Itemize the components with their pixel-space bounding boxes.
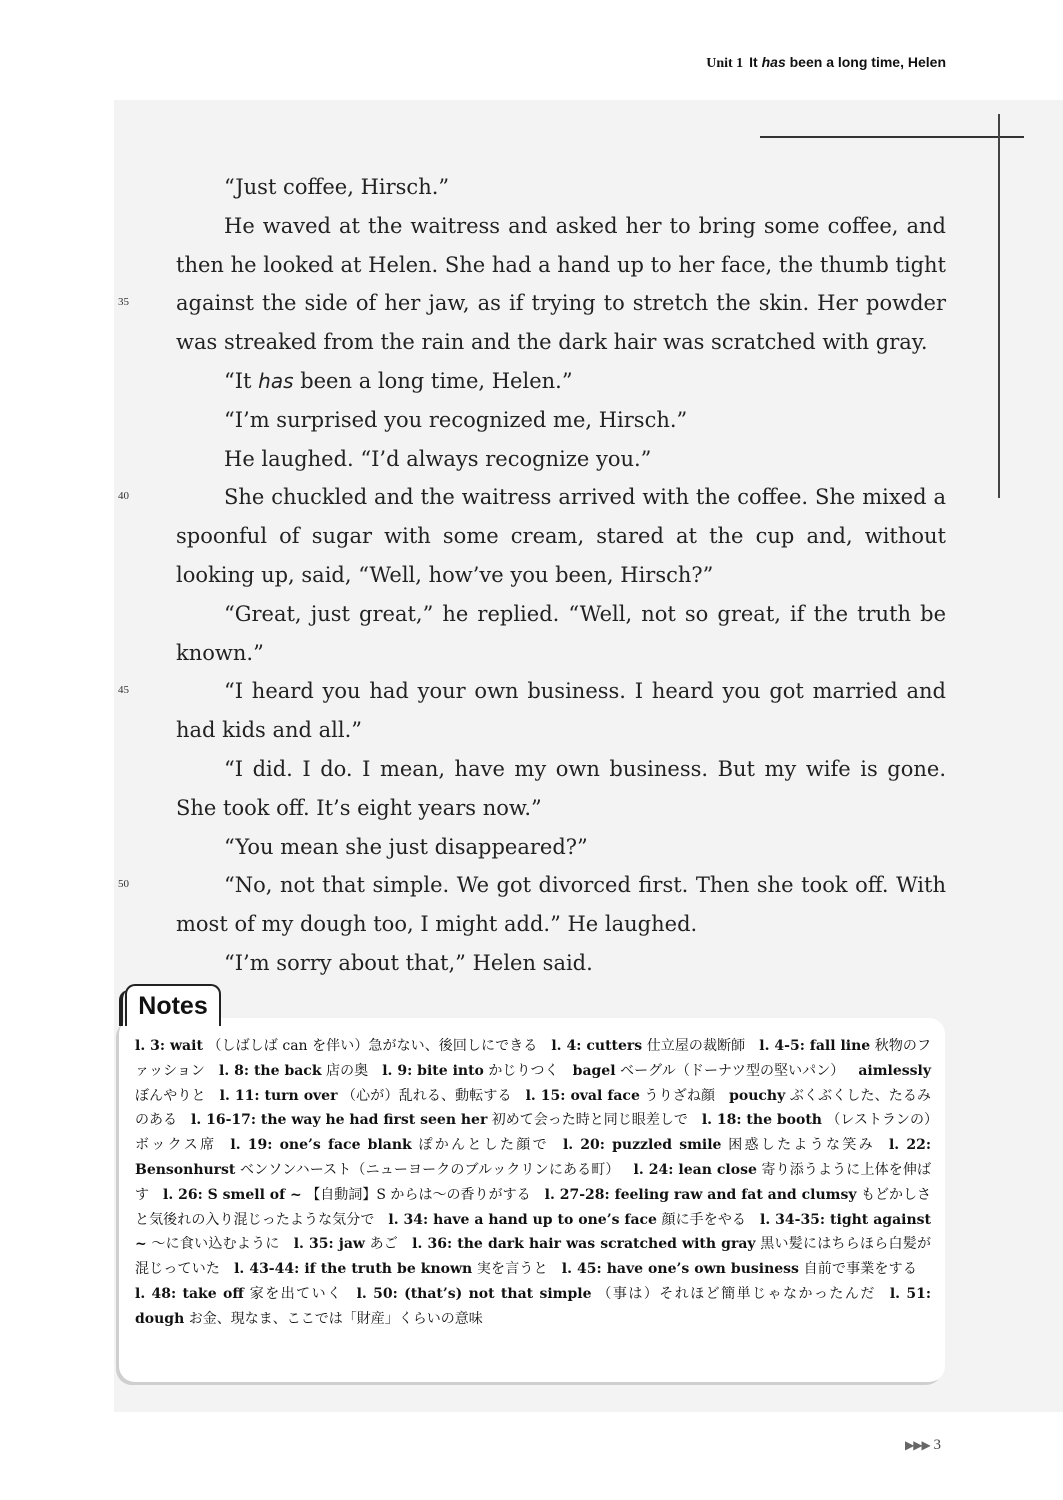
note-ref: l. 34-35: tight against ~ <box>135 1211 932 1253</box>
note-item <box>135 1038 537 1054</box>
note-gloss: 秋物のファッション <box>135 1038 931 1079</box>
note-gloss: 困惑したような笑み <box>721 1137 875 1154</box>
paragraph: He waved at the waitress and asked her to bring some coffee, and then he looked at Helen. She had a hand up to her face, the thumb tight against the side of her jaw, as if trying to stretch the skin. Her powder was streaked from the rain and the dark hair was scratched with gray. <box>176 213 946 355</box>
note-ref: l. 8: the back <box>219 1062 322 1079</box>
note-ref: bagel <box>572 1062 616 1079</box>
note-ref: l. 34: have a hand up to one’s face <box>388 1211 657 1228</box>
paragraph: “I heard you had your own business. I heard you got married and had kids and all.” <box>176 679 946 743</box>
paragraph: “No, not that simple. We got divorced first. Then she took off. With most of my dough too, I might add.” He laughed. <box>176 873 946 937</box>
page-footer <box>905 1437 941 1454</box>
note-item <box>551 1038 745 1054</box>
note-gloss: お金、現なま、ここでは「財産」くらいの意味 <box>184 1310 483 1327</box>
note-item <box>230 1137 549 1153</box>
paragraph-emphasis: has <box>258 368 294 393</box>
paragraph: “Great, just great,” he replied. “Well, not so great, if the truth be known.” <box>176 601 946 665</box>
next-arrows-icon: ▶▶▶ <box>905 1438 930 1452</box>
paragraph: “I’m sorry about that,” Helen said. <box>224 950 593 975</box>
note-gloss: （レストランの）ボックス席 <box>135 1112 932 1154</box>
note-ref: l. 15: oval face <box>525 1087 640 1104</box>
note-gloss: 自前で事業をする <box>798 1261 917 1278</box>
paragraph: “You mean she just disappeared?” <box>224 834 588 859</box>
note-item <box>382 1063 558 1079</box>
note-ref: l. 18: the booth <box>701 1112 822 1129</box>
note-ref: l. 19: one’s face blank <box>230 1137 412 1154</box>
note-ref: l. 36: the dark hair was scratched with gray <box>412 1236 756 1253</box>
header-title-post: been a long time, Helen <box>785 54 946 70</box>
note-item <box>573 1063 845 1079</box>
note-item <box>219 1063 368 1079</box>
paragraph: “Just coffee, Hirsch.” <box>224 175 450 199</box>
paragraph-text: “It <box>224 368 259 393</box>
note-item <box>220 1088 512 1104</box>
note-ref: l. 9: bite into <box>382 1062 484 1079</box>
header-title-em: has <box>761 54 786 70</box>
note-gloss: あご <box>364 1236 399 1253</box>
decorative-vertical-rule <box>998 114 1000 498</box>
line-number-35: 35 <box>118 296 129 308</box>
paragraph: She chuckled and the waitress arrived with the coffee. She mixed a spoonful of sugar with some cream, stared at the cup and, without looking up, said, “Well, how’ve you been, Hirsch?” <box>176 485 946 587</box>
note-ref: l. 11: turn over <box>219 1087 338 1104</box>
note-gloss: 黒い髪にはちらほら白髪が混じっていた <box>135 1236 932 1278</box>
page-number: 3 <box>933 1437 941 1453</box>
note-item <box>526 1088 715 1104</box>
note-ref: l. 4-5: fall line <box>759 1038 871 1054</box>
note-ref: l. 51: dough <box>135 1285 931 1327</box>
note-ref: aimlessly <box>858 1062 931 1079</box>
paragraph: He laughed. “I’d always recognize you.” <box>224 446 652 471</box>
note-ref: l. 20: puzzled smile <box>562 1137 722 1154</box>
line-number-50: 50 <box>118 878 129 890</box>
note-ref: l. 26: S smell of ~ <box>163 1186 302 1203</box>
note-gloss: 家を出ていく <box>243 1285 343 1302</box>
note-gloss: 初めて会った時と同じ眼差しで <box>487 1112 688 1129</box>
paragraph: “I’m surprised you recognized me, Hirsch.” <box>224 407 688 432</box>
note-ref: l. 45: have one’s own business <box>561 1261 799 1278</box>
note-item <box>294 1236 398 1252</box>
note-gloss: ベンソンハースト（ニューヨークのブルックリンにある町） <box>235 1161 620 1178</box>
paragraph-text: been a long time, Helen.” <box>293 368 573 393</box>
story-text <box>176 168 946 983</box>
note-gloss: ぽかんとした顔で <box>411 1137 549 1154</box>
note-item <box>357 1286 876 1302</box>
line-number-40: 40 <box>118 490 129 502</box>
notes-heading: Notes <box>125 984 221 1026</box>
note-item <box>562 1261 917 1277</box>
note-ref: l. 50: (that’s) not that simple <box>356 1285 592 1302</box>
note-ref: l. 4: cutters <box>551 1038 643 1054</box>
note-gloss: 顔に手をやる <box>656 1211 746 1228</box>
note-gloss: 寄り添うように上体を伸ばす <box>135 1161 931 1203</box>
note-gloss: ぼんやりと <box>135 1087 206 1104</box>
note-gloss: （しばしば can を伴い）急がない、後回しにできる <box>202 1038 538 1054</box>
note-gloss: 【自動詞】S からは～の香りがする <box>301 1186 531 1203</box>
note-gloss: ～に食い込むように <box>146 1236 280 1253</box>
note-gloss: 実を言うと <box>472 1261 548 1278</box>
note-gloss: ベーグル（ドーナツ型の堅いパン） <box>615 1062 845 1079</box>
decorative-horizontal-rule <box>760 136 1024 138</box>
note-item <box>388 1212 746 1228</box>
note-gloss: もどかしさと気後れの入り混じったような気分で <box>135 1186 932 1228</box>
note-item <box>135 1286 343 1302</box>
notes-list <box>135 1034 931 1332</box>
note-gloss: 店の奥 <box>321 1062 369 1079</box>
note-ref: l. 27-28: feeling raw and fat and clumsy <box>544 1186 857 1203</box>
note-item <box>191 1112 688 1128</box>
note-item <box>163 1187 531 1203</box>
header-title-pre: It <box>749 54 762 70</box>
running-header <box>706 54 946 72</box>
paragraph: “I did. I do. I mean, have my own business. But my wife is gone. She took off. It’s eight years now.” <box>176 756 946 820</box>
note-ref: l. 3: wait <box>135 1038 203 1054</box>
note-ref: l. 43-44: if the truth be known <box>234 1261 473 1278</box>
note-ref: l. 24: lean close <box>633 1161 757 1178</box>
paragraph <box>176 362 946 401</box>
note-gloss: うりざね顔 <box>639 1087 716 1104</box>
note-ref: l. 22: Bensonhurst <box>135 1137 931 1178</box>
note-item <box>563 1137 875 1153</box>
note-ref: l. 16-17: the way he had first seen her <box>191 1112 488 1129</box>
note-ref: l. 35: jaw <box>293 1236 365 1253</box>
note-gloss: かじりつく <box>483 1062 559 1079</box>
note-gloss: ぶくぶくした、たるみのある <box>135 1087 932 1129</box>
note-gloss: （心が）乱れる、動転する <box>337 1087 512 1104</box>
note-ref: l. 48: take off <box>135 1285 244 1302</box>
unit-label: Unit 1 <box>706 56 744 71</box>
line-number-45: 45 <box>118 684 129 696</box>
note-item <box>234 1261 548 1277</box>
note-gloss: （事は）それほど簡単じゃなかったんだ <box>591 1285 876 1302</box>
note-ref: pouchy <box>729 1087 786 1104</box>
note-gloss: 仕立屋の裁断師 <box>642 1038 746 1054</box>
